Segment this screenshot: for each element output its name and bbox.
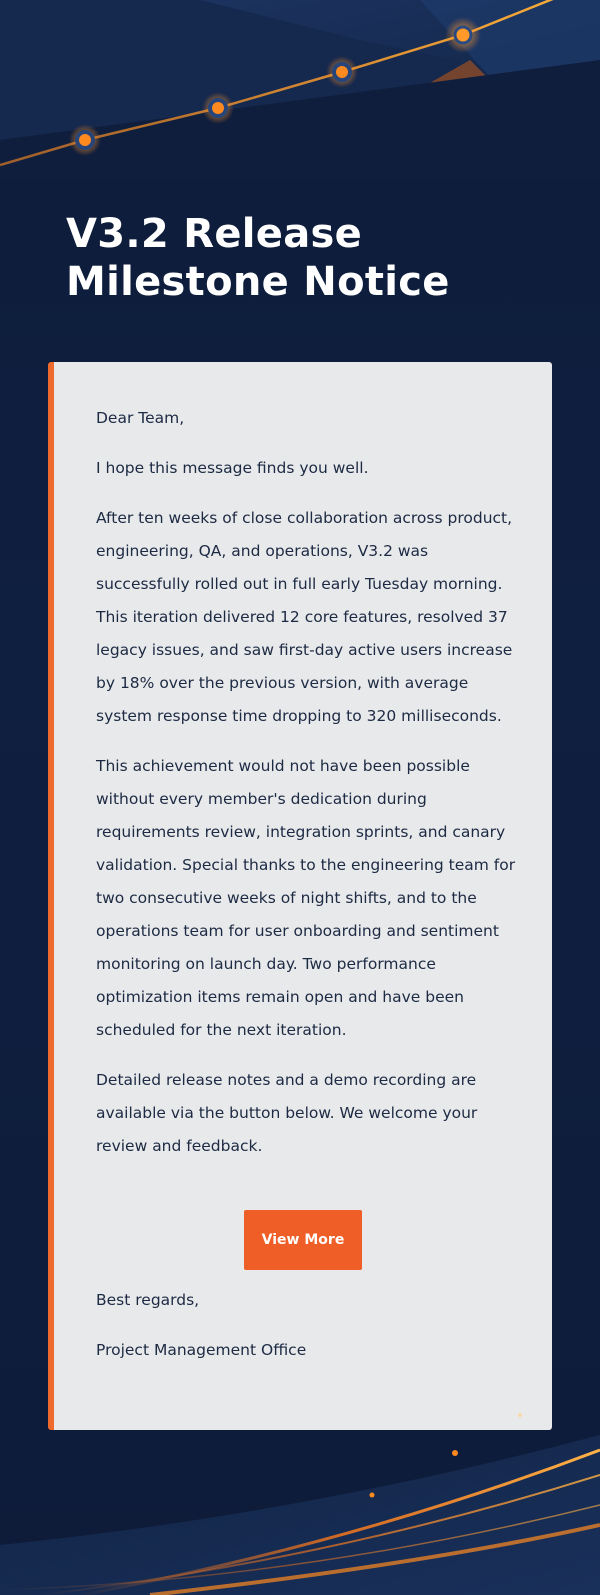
body-paragraph: This achievement would not have been possible without every member's dedication during requirements review, integration sprints, and canary validation. Special thanks to the engineering team for two consecutive weeks of night shifts, and to the operations team for user onboarding and sentiment monitoring on launch day. Two performance optimization items remain open and have been scheduled for the next iteration.	[96, 757, 516, 1039]
footer-wave-graphic	[0, 1395, 600, 1595]
signature-text: Project Management Office	[96, 1341, 307, 1359]
greeting-text: Dear Team,	[96, 409, 185, 427]
message-card	[48, 362, 552, 1430]
closing-text: Best regards,	[96, 1291, 200, 1309]
milestone-node	[334, 64, 350, 80]
header-milestone-graphic	[0, 0, 600, 180]
page-title: V3.2 Release Milestone Notice	[66, 211, 450, 305]
view-more-button[interactable]: View More	[244, 1210, 362, 1270]
milestone-node	[77, 132, 93, 148]
milestone-node	[210, 100, 226, 116]
milestone-node	[455, 27, 471, 43]
signoff	[96, 1284, 516, 1384]
body-paragraph: After ten weeks of close collaboration across product, engineering, QA, and operations, V3.2 was successfully rolled out in full early Tuesday morning. This iteration delivered 12 core features, resolved 37 legacy issues, and saw first-day active users increase by 18% over the previous version, with average system response time dropping to 320 milliseconds.	[96, 509, 513, 725]
cta-container	[54, 1210, 552, 1270]
message-body	[96, 402, 516, 1180]
body-paragraph: Detailed release notes and a demo recording are available via the button below. We welcome your review and feedback.	[96, 1071, 478, 1155]
intro-text: I hope this message finds you well.	[96, 459, 369, 477]
